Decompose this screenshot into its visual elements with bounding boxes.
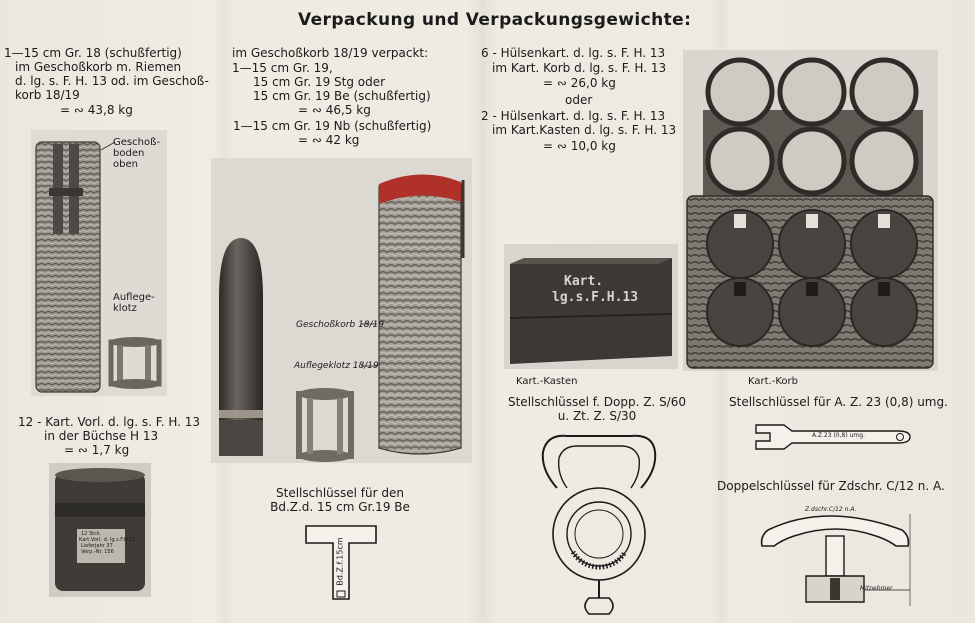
col1-line-1: 1—15 cm Gr. 18 (schußfertig): [4, 46, 182, 60]
col2-line-3: 15 cm Gr. 19 Stg oder: [253, 75, 386, 89]
dopp-z-key-drawing: [537, 430, 661, 620]
az23-key-text: A.Z.23 (0,8) umg.: [812, 432, 865, 439]
cartridge-can-photo: [49, 463, 151, 597]
col2-key-caption-1: Stellschlüssel für den: [276, 486, 404, 500]
can-label-4: Verp.-Nr. 156: [81, 549, 114, 555]
col1-weight-1: = ∾ 43,8 kg: [60, 103, 133, 117]
col4-key1-caption: Stellschlüssel für A. Z. 23 (0,8) umg.: [729, 395, 948, 409]
col2-line-2: 1—15 cm Gr. 19,: [232, 61, 333, 75]
wicker-basket-photo: [31, 130, 167, 396]
col3-key-caption-1: Stellschlüssel f. Dopp. Z. S/60: [507, 395, 686, 409]
col1-cartridge-line-1: 12 - Kart. Vorl. d. lg. s. F. H. 13: [18, 415, 201, 429]
col3-line-2: im Kart. Korb d. lg. s. F. H. 13: [492, 61, 667, 75]
label-geschoss-boden-3: oben: [113, 159, 138, 170]
page-title: Verpackung und Verpackungsgewichte:: [298, 10, 692, 30]
label-auflegeklotz-2: klotz: [113, 303, 137, 314]
col2-line-4: 15 cm Gr. 19 Be (schußfertig): [253, 89, 431, 103]
zdschr-mitnehmer-label: Mitnehmer: [860, 585, 893, 592]
col2-key-caption-2: Bd.Z.d. 15 cm Gr.19 Be: [270, 500, 410, 514]
label-auflegeklotz-1: Auflege-: [113, 292, 155, 303]
zdschr-key-text: Z.dschr.C/12 n.A.: [805, 506, 857, 513]
col3-oder: oder: [565, 93, 593, 107]
box-stencil-line-2: lg.s.F.H.13: [552, 290, 639, 305]
label-kart-korb: Kart.-Korb: [748, 376, 798, 387]
col1-weight-2: = ∾ 1,7 kg: [64, 443, 130, 457]
col2-line-6: 1—15 cm Gr. 19 Nb (schußfertig): [233, 119, 432, 133]
can-label-2: Kart.Vorl. d. lg.s.F.H.13: [79, 537, 136, 543]
col3-weight-2: = ∾ 10,0 kg: [543, 139, 616, 153]
can-label-1: 12 Stck.: [81, 531, 102, 537]
col1-line-3: d. lg. s. F. H. 13 od. im Geschoß-: [15, 74, 209, 88]
cartridge-basket-photo: [683, 50, 938, 371]
box-stencil-line-1: Kart.: [564, 274, 604, 289]
col2-line-1: im Geschoßkorb 18/19 verpackt:: [232, 46, 429, 60]
label-auflegeklotz-18-19: Auflegeklotz 18/19: [294, 361, 379, 371]
cartridge-box-photo: [504, 244, 678, 369]
col2-weight-2: = ∾ 42 kg: [298, 133, 360, 147]
col1-line-2: im Geschoßkorb m. Riemen: [15, 60, 182, 74]
shell-basket-photo: [211, 158, 472, 463]
col3-key-caption-2: u. Zt. Z. S/30: [557, 409, 637, 423]
col3-weight-1: = ∾ 26,0 kg: [543, 76, 616, 90]
col3-line-1: 6 - Hülsenkart. d. lg. s. F. H. 13: [481, 46, 666, 60]
col1-cartridge-line-2: in der Büchse H 13: [44, 429, 159, 443]
col1-line-4: korb 18/19: [15, 88, 80, 102]
label-geschosskorb-18-19: Geschoßkorb 18/19: [296, 320, 384, 330]
label-kart-kasten: Kart.-Kasten: [516, 376, 578, 387]
label-geschoss-boden-2: boden: [113, 148, 145, 159]
can-label-3: Lieferjahr 37: [81, 543, 113, 549]
col3-line-5: im Kart.Kasten d. lg. s. F. H. 13: [492, 123, 677, 137]
col3-line-4: 2 - Hülsenkart. d. lg. s. F. H. 13: [481, 109, 666, 123]
col4-key2-caption: Doppelschlüssel für Zdschr. C/12 n. A.: [717, 479, 945, 493]
col2-weight-1: = ∾ 46,5 kg: [298, 103, 371, 117]
label-geschoss-boden-1: Geschoß-: [113, 137, 161, 148]
bd-z-key-text: Bd.Z.f.15cm: [335, 537, 345, 586]
